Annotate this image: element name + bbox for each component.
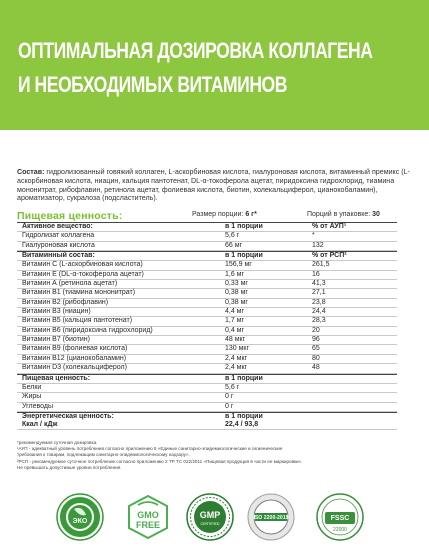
row-amount: 0,33 мг <box>225 280 248 288</box>
row-name: Гидролизат коллагена <box>22 232 95 240</box>
row-amount: 0,38 мг <box>225 289 248 297</box>
row-amount-line2: 22,4 / 93,8 <box>225 420 259 428</box>
iso-badge-icon <box>247 493 295 541</box>
row-name <box>22 413 114 429</box>
table-row <box>17 412 397 430</box>
row-amount: 5,6 г <box>225 383 240 391</box>
row-amount <box>225 413 263 429</box>
row-amount: 2,4 мкг <box>225 364 248 372</box>
row-amount: 2,4 мкг <box>225 354 248 362</box>
row-percent: 65 <box>312 345 320 353</box>
row-percent: % от РСП² <box>312 252 347 260</box>
table-row <box>17 222 397 232</box>
gmp-certified-badge-icon <box>186 493 234 541</box>
row-name: Активное вещество: <box>22 223 93 230</box>
row-amount: в 1 порции <box>225 374 263 382</box>
row-amount: 1,6 мг <box>225 270 245 278</box>
table-row <box>17 280 397 289</box>
row-percent: 41,3 <box>312 280 326 288</box>
row-percent: 27,1 <box>312 289 326 297</box>
row-amount: 0,38 мг <box>225 298 248 306</box>
row-amount: 0 г <box>225 393 234 401</box>
table-row <box>17 308 397 317</box>
certification-badges <box>0 493 429 548</box>
composition-label: Состав: <box>17 168 45 176</box>
table-row <box>17 242 397 251</box>
table-row <box>17 345 397 354</box>
table-row <box>17 261 397 270</box>
row-amount: 0,4 мг <box>225 326 245 334</box>
gmp-badge-text: GMP <box>199 510 221 520</box>
servings-per-pack <box>307 211 380 218</box>
servings-per-pack-value: 30 <box>372 211 380 218</box>
footnote-line: ²РСП - рекомендуемое суточное потребление согласно приложению 2 ТР ТС 022/2011 «Пищевая продукция в части ее маркировки». <box>17 458 303 464</box>
row-name: Пищевая ценность: <box>22 374 91 382</box>
servings-per-pack-label: Порций в упаковке: <box>307 211 371 218</box>
table-row <box>17 393 397 402</box>
row-amount: 130 мкг <box>225 345 250 353</box>
row-name: Витамин В3 (ниацин) <box>22 308 91 316</box>
table-row <box>17 251 397 261</box>
row-name-line2: Ккал / кДж <box>22 420 58 428</box>
row-percent: 96 <box>312 336 320 344</box>
footnote-line: ¹АУП - адекватный уровень потребления согласно приложению 5 «Единые санитарно-эпидемиологические и гигиенические <box>17 446 283 452</box>
row-name-line1: Энергетическая ценность: <box>22 412 114 420</box>
gmo-free-badge-icon <box>124 493 172 541</box>
fssc-badge-sub: 22000 <box>333 527 347 533</box>
row-name: Витамин С (L-аскорбиновая кислота) <box>22 261 143 269</box>
row-name: Витамин В1 (тиамина мононитрат) <box>22 289 136 297</box>
table-row <box>17 299 397 308</box>
row-name: Углеводы <box>22 402 54 410</box>
table-row <box>17 232 397 241</box>
row-percent: 23,8 <box>312 298 326 306</box>
row-amount: 5,6 г <box>225 232 240 240</box>
nutrition-table <box>17 222 397 430</box>
fssc-badge-text: FSSC <box>330 515 350 522</box>
row-amount: в 1 порции <box>225 223 263 230</box>
row-name: Витамин В6 (пиридоксина гидрохлорид) <box>22 326 153 334</box>
eco-badge-icon <box>56 493 104 541</box>
table-row <box>17 403 397 412</box>
nutrition-header <box>17 210 415 222</box>
composition-text <box>17 168 415 203</box>
row-percent: 80 <box>312 354 320 362</box>
table-row <box>17 336 397 345</box>
row-amount: 4,4 мг <box>225 308 245 316</box>
footnote-line: требования к товарам, подлежащим санитарно-эпидемиологическому надзору». <box>17 452 190 458</box>
nutrition-title: Пищевая ценность: <box>17 210 123 222</box>
iso-badge-text: ISO 2200-2019 <box>253 515 289 522</box>
row-name: Витаминный состав: <box>22 252 95 260</box>
fssc-badge-icon <box>316 493 364 541</box>
row-amount: 1,7 мг <box>225 317 245 325</box>
table-row <box>17 364 397 373</box>
row-percent: 20 <box>312 326 320 334</box>
serving-size-value: 6 г* <box>245 211 257 218</box>
row-name: Витамин В7 (биотин) <box>22 336 90 344</box>
row-name: Жиры <box>22 393 42 401</box>
footnotes <box>17 440 415 471</box>
row-amount: 48 мкг <box>225 336 246 344</box>
table-row <box>17 289 397 298</box>
row-amount: 156,9 мг <box>225 261 252 269</box>
eco-badge-text: ЭКО <box>72 518 88 525</box>
row-percent: * <box>312 232 315 240</box>
row-name: Витамин В2 (рибофлавин) <box>22 298 109 306</box>
row-percent: 132 <box>312 241 324 249</box>
banner-title-line2: И НЕОБХОДИМЫХ ВИТАМИНОВ <box>18 72 287 97</box>
footnote-line: *рекомендуемая суточная дозировка. <box>17 440 98 445</box>
row-name: Витамин Е (DL-α-токоферола ацетат) <box>22 270 144 278</box>
gmo-badge-line1: GMO <box>137 510 159 520</box>
table-row <box>17 384 397 393</box>
serving-size <box>192 211 257 218</box>
banner-title-line1: ОПТИМАЛЬНАЯ ДОЗИРОВКА КОЛЛАГЕНА <box>18 38 373 63</box>
row-name: Витамин А (ретинола ацетат) <box>22 280 118 288</box>
table-row <box>17 271 397 280</box>
row-amount: в 1 порции <box>225 252 263 260</box>
row-name: Гиалуроновая кислота <box>22 241 95 249</box>
row-name: Витамин D3 (холекальциферол) <box>22 364 127 372</box>
header-banner <box>0 0 429 130</box>
row-percent: 24,4 <box>312 308 326 316</box>
row-name: Витамин В12 (цианокобаламин) <box>22 354 127 362</box>
footnote-line: Не превышать допустимые уровни потребления. <box>17 464 122 470</box>
row-amount-line1: в 1 порции <box>225 412 263 420</box>
row-amount: 66 мг <box>225 241 243 249</box>
row-amount: 0 г <box>225 402 234 410</box>
gmp-badge-sub: CERTIFIED <box>200 522 220 526</box>
gmo-badge-line2: FREE <box>135 520 161 530</box>
row-percent: 16 <box>312 270 320 278</box>
composition-body: гидролизованный говяжий коллаген, L-аскорбиновая кислота, гиалуроновая кислота, витаминный премикс (L-аскорбиновая кислота, ниацин, кальция пантотенат, DL-α-токоферола ацетат, пиридоксина гидрохлорид, тиамина мононитрат, рибофлавин, ретинола ацетат, фолиевая кислота, биотин, холекальциферол, цианокобаламин), ароматизатор, сукралоза (подсластитель). <box>17 168 410 203</box>
row-percent: 48 <box>312 364 320 372</box>
row-percent: 261,5 <box>312 261 330 269</box>
row-name: Витамин В5 (кальция пантотенат) <box>22 317 133 325</box>
row-name: Витамин В9 (фолиевая кислота) <box>22 345 128 353</box>
table-row <box>17 355 397 364</box>
table-row <box>17 317 397 326</box>
table-row <box>17 327 397 336</box>
row-percent: 28,3 <box>312 317 326 325</box>
row-name: Белки <box>22 383 42 391</box>
row-percent: % от АУП¹ <box>312 223 347 230</box>
serving-size-label: Размер порции: <box>192 211 244 218</box>
table-row <box>17 374 397 384</box>
